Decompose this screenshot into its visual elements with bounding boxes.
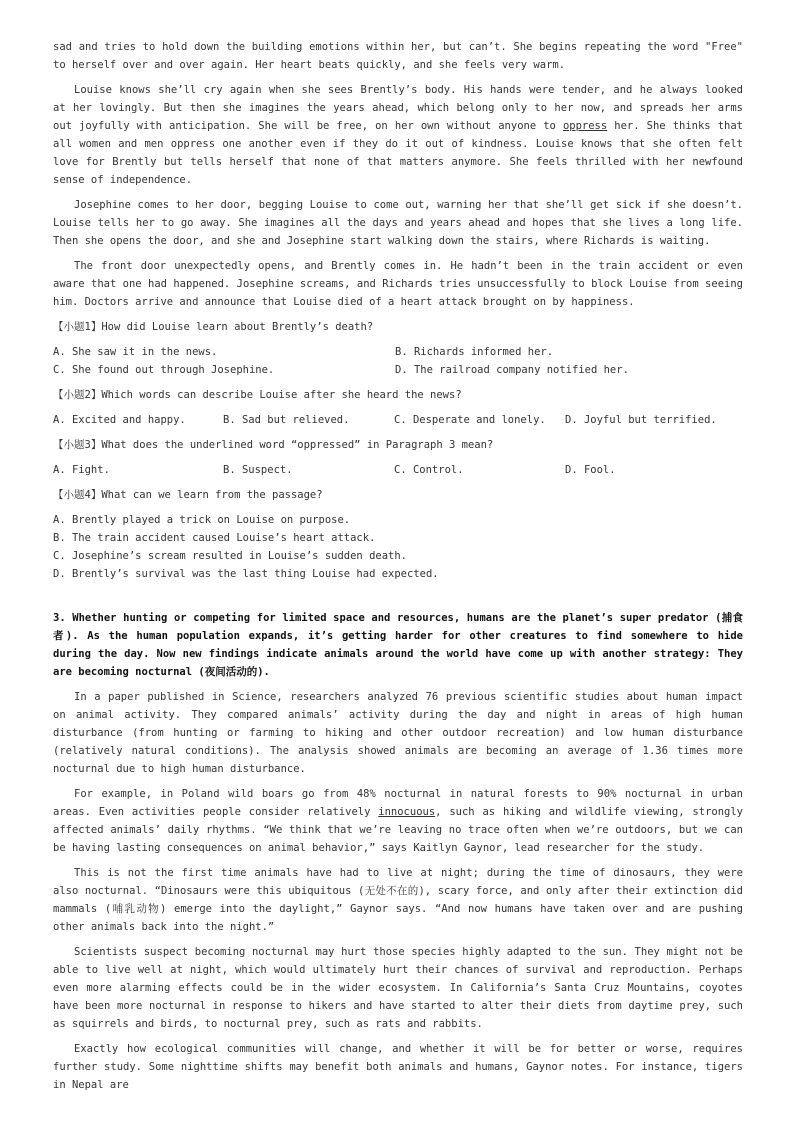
document-page: [53, 38, 743, 1101]
option-a[interactable]: A. She saw it in the news.: [53, 346, 218, 358]
option-d[interactable]: D. The railroad company notified her.: [395, 364, 629, 376]
passage3-paragraph-3: This is not the first time animals have had to live at night; during the time of dinosaurs, they were also nocturnal. “Dinosaurs were this ubiquitous (无处不在的), scary force, and only after their extinction did mammals (哺乳动物) emerge into the daylight,” Gaynor says. “And now humans have taken over and are pushing other animals back into the night.”: [53, 867, 743, 933]
passage3-intro: 3. Whether hunting or competing for limited space and resources, humans are the planet’s super predator (捕食者). As the human population expands, it’s getting harder for other creatures to find somewhere to hide during the day. Now new findings indicate animals around the world have come up with another strategy: They are becoming nocturnal (夜间活动的).: [53, 612, 743, 678]
underlined-word-innocuous: innocuous: [378, 806, 436, 818]
passage-3: [53, 609, 743, 1094]
option-c[interactable]: C. Control.: [394, 464, 464, 476]
option-a[interactable]: A. Excited and happy.: [53, 414, 186, 426]
passage2-paragraph-4: The front door unexpectedly opens, and Brently comes in. He hadn’t been in the train accident or even aware that one had happened. Josephine screams, and Richards tries unsuccessfully to block Louise from seeing him. Doctors arrive and announce that Louise died of a heart attack brought on by happiness.: [53, 260, 743, 308]
passage3-paragraph-4: Scientists suspect becoming nocturnal may hurt those species highly adapted to the sun. They might not be able to live well at night, which would ultimately hurt their chances of survival and reproduction. Perhaps even more alarming effects could be in the wider ecosystem. In California’s Santa Cruz Mountains, coyotes have been more nocturnal in response to hikers and have started to alter their diets from daytime prey, such as squirrels and birds, to nocturnal prey, such as rats and rabbits.: [53, 946, 743, 1030]
question-4-options: [53, 511, 743, 583]
underlined-word-oppress: oppress: [562, 120, 608, 132]
option-d[interactable]: D. Fool.: [565, 464, 616, 476]
question-1-stem: 【小题1】How did Louise learn about Brently’s death?: [53, 321, 374, 333]
option-b[interactable]: B. Richards informed her.: [395, 346, 554, 358]
option-c[interactable]: C. Josephine’s scream resulted in Louise’s sudden death.: [53, 550, 408, 562]
question-3-stem: 【小题3】What does the underlined word “oppressed” in Paragraph 3 mean?: [53, 439, 494, 451]
option-c[interactable]: C. Desperate and lonely.: [394, 414, 546, 426]
option-b[interactable]: B. The train accident caused Louise’s heart attack.: [53, 532, 376, 544]
option-a[interactable]: A. Brently played a trick on Louise on purpose.: [53, 514, 351, 526]
question-2-options: [53, 411, 743, 429]
passage2-paragraph-2: Louise knows she’ll cry again when she sees Brently’s body. His hands were tender, and he always looked at her lovingly. But then she imagines the years ahead, which belong only to her now, and spreads her arms out joyfully with anticipation. She will be free, on her own without anyone to oppress her. She thinks that all women and men oppress one another even if they do it out of kindness. Louise knows that she often felt love for Brently but tells herself that none of that matters anymore. She feels thrilled with her newfound sense of independence.: [53, 84, 743, 186]
option-d[interactable]: D. Brently’s survival was the last thing Louise had expected.: [53, 568, 439, 580]
question-3-options: [53, 461, 743, 479]
passage2-paragraph-3: Josephine comes to her door, begging Louise to come out, warning her that she’ll get sick if she doesn’t. Louise tells her to go away. She imagines all the days and years ahead and hopes that she lives a long life. Then she opens the door, and she and Josephine start walking down the stairs, where Richards is waiting.: [53, 199, 743, 247]
question-4-stem: 【小题4】What can we learn from the passage?: [53, 489, 323, 501]
option-b[interactable]: B. Suspect.: [223, 464, 293, 476]
option-c[interactable]: C. She found out through Josephine.: [53, 364, 275, 376]
passage3-paragraph-2: For example, in Poland wild boars go from 48% nocturnal in natural forests to 90% nocturnal in urban areas. Even activities people consider relatively innocuous, such as hiking and wildlife viewing, strongly affected animals’ daily rhythms. “We think that we’re leaving no trace often when we’re outdoors, but we can be having lasting consequences on animal behavior,” says Kaitlyn Gaynor, lead researcher for the study.: [53, 788, 743, 854]
passage2-paragraph-1: sad and tries to hold down the building emotions within her, but can’t. She begins repeating the word "Free" to herself over and over again. Her heart beats quickly, and she feels very warm.: [53, 41, 743, 71]
option-a[interactable]: A. Fight.: [53, 464, 110, 476]
question-1-options: [53, 343, 743, 379]
passage3-paragraph-5: Exactly how ecological communities will change, and whether it will be for better or worse, requires further study. Some nighttime shifts may benefit both animals and humans, Gaynor notes. For instance, tigers in Nepal are: [53, 1043, 743, 1091]
passage3-paragraph-1: In a paper published in Science, researchers analyzed 76 previous scientific studies about human impact on animal activity. They compared animals’ activity during the day and night in areas of high human disturbance (from hunting or farming to hiking and other outdoor recreation) and low human disturbance (relatively natural conditions). The analysis showed animals are becoming an average of 1.36 times more nocturnal due to high human disturbance.: [53, 691, 743, 775]
option-b[interactable]: B. Sad but relieved.: [223, 414, 350, 426]
option-d[interactable]: D. Joyful but terrified.: [565, 414, 717, 426]
question-2-stem: 【小题2】Which words can describe Louise after she heard the news?: [53, 389, 462, 401]
